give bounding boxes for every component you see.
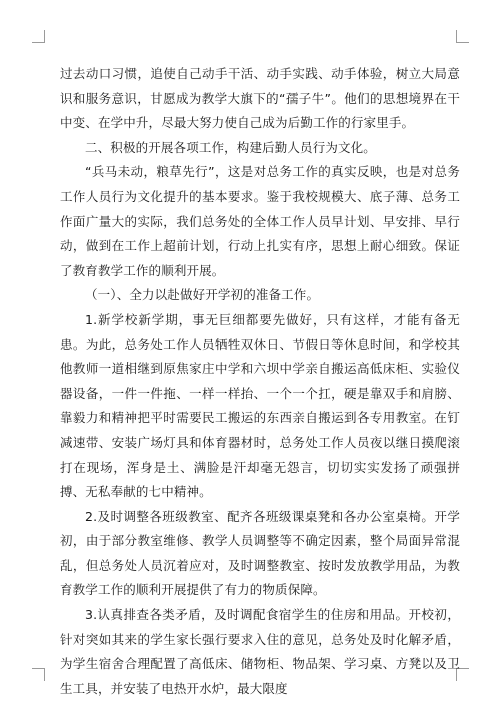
paragraph-item-3: 3.认真排查各类矛盾，及时调配食宿学生的住房和用品。开校初，针对突如其来的学生家长强行要求入住的意见，总务处及时化解矛盾，为学生宿舍合理配置了高低床、储物柜、物品架、学习桌、方凳以及卫生工具，并安装了电热开水炉，最大限度 bbox=[60, 607, 460, 696]
document-body bbox=[60, 62, 460, 701]
section-heading-2: 二、积极的开展各项工作，构建后勤人员行为文化。 bbox=[85, 139, 376, 155]
paragraph-item-2: 2.及时调整各班级教室、配齐各班级课桌凳和各办公室桌椅。开学初，由于部分教室维修、教学人员调整等不确定因素，整个局面异常混乱，但总务处人员沉着应对，及时调整教室、按时发放教学用品，为教育教学工作的顺利开展提供了有力的物质保障。 bbox=[60, 508, 460, 598]
crop-mark-bottom-left bbox=[32, 668, 45, 681]
crop-mark-top-right bbox=[456, 30, 469, 43]
paragraph-item-1: 1.新学校新学期，事无巨细都要先做好，只有这样，才能有备无患。为此，总务处工作人员牺牲双休日、节假日等休息时间，和学校其他教师一道相继到原焦家庄中学和六坝中学亲自搬运高低床柜、实验仪器设备，一件一件拖、一样一样抬、一个一个扛，硬是靠双手和肩膀、靠毅力和精神把平时需要民工搬运的东西亲自搬运到各专用教室。在钉减速带、安装广场灯具和体育器材时，总务处工作人员夜以继日摸爬滚打在现场，浑身是土、满脸是汗却毫无怨言，切切实实发扬了顽强拼搏、无私奉献的七中精神。 bbox=[60, 311, 460, 500]
subsection-heading-1: （一）、全力以赴做好开学初的准备工作。 bbox=[85, 287, 320, 303]
paragraph-intro: “兵马未动，粮草先行”，这是对总务工作的真实反映，也是对总务工作人员行为文化提升的基本要求。鉴于我校规模大、底子薄、总务工作面广量大的实际，我们总务处的全体工作人员早计划、早安排、早行动，做到在工作上超前计划，行动上扎实有序，思想上耐心细致。保证了教育教学工作的顺利开展。 bbox=[60, 164, 460, 278]
crop-mark-top-left bbox=[32, 30, 45, 43]
paragraph-continuation: 过去动口习惯，追使自己动手干活、动手实践、动手体验，树立大局意识和服务意识，甘愿成为教学大旗下的“孺子牛”。他们的思想境界在干中变、在学中升，尽最大努力使自己成为后勤工作的行家里手。 bbox=[60, 66, 460, 131]
